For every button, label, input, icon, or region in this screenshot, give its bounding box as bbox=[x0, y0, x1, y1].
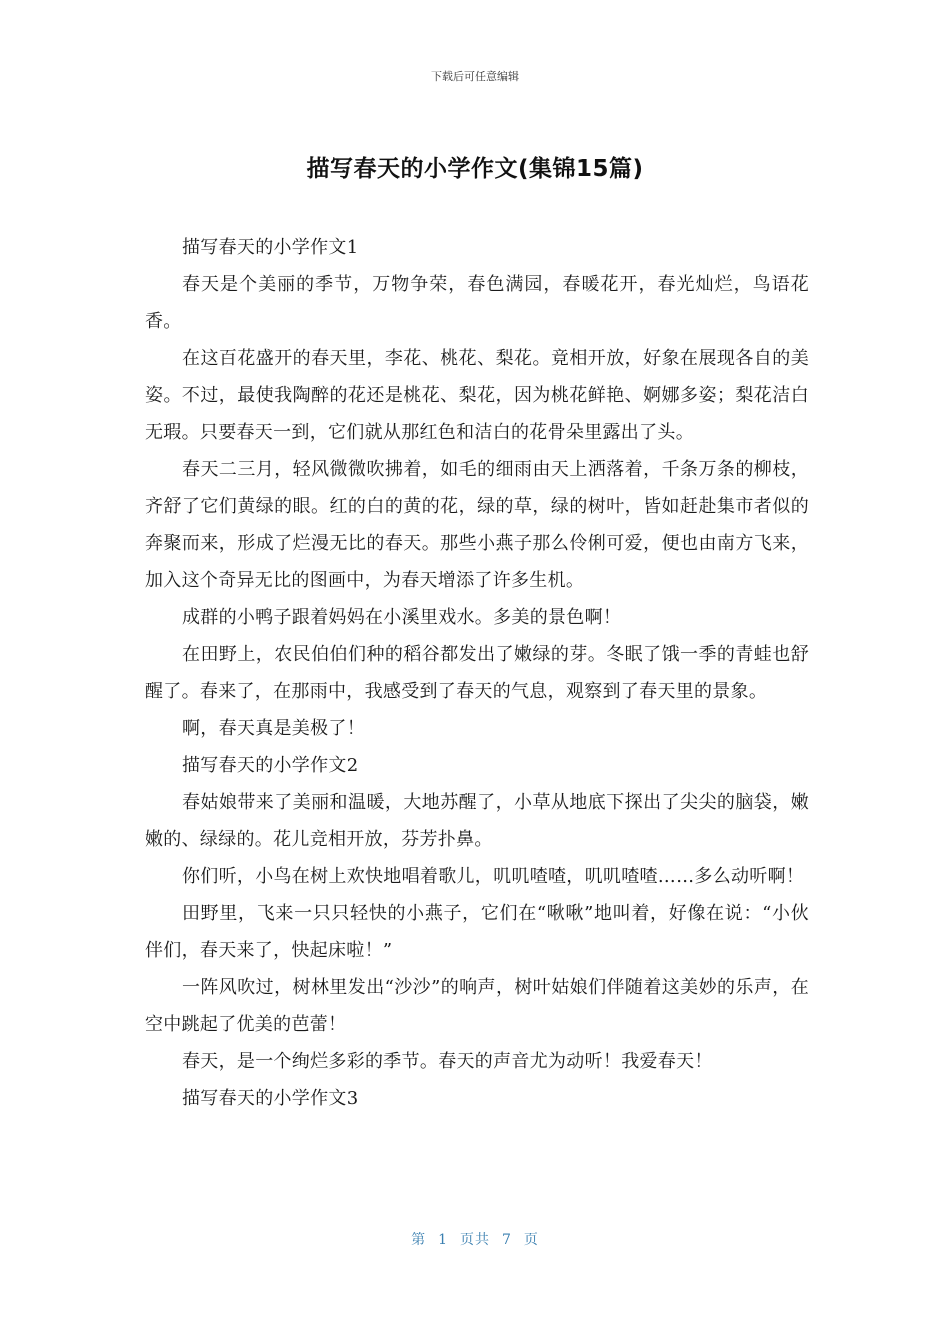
page-header-note: 下载后可任意编辑 bbox=[431, 70, 519, 83]
footer-prefix: 第 bbox=[411, 1232, 427, 1248]
paragraph: 你们听，小鸟在树上欢快地唱着歌儿，叽叽喳喳，叽叽喳喳……多么动听啊！ bbox=[182, 866, 805, 887]
paragraph: 春天，是一个绚烂多彩的季节。春天的声音尤为动听！我爱春天！ bbox=[182, 1051, 713, 1072]
paragraph: 春天二三月，轻风微微吹拂着，如毛的细雨由天上洒落着，千条万条的柳枝，齐舒了它们黄绿的眼。红的白的黄的花，绿的草，绿的树叶，皆如赶赴集市者似的奔聚而来，形成了烂漫无比的春天。那些小燕子那么伶俐可爱，便也由南方飞来，加入这个奇异无比的图画中，为春天增添了许多生机。 bbox=[145, 459, 809, 591]
footer-middle: 页共 bbox=[460, 1232, 490, 1248]
paragraph: 啊，春天真是美极了！ bbox=[182, 718, 365, 739]
paragraph: 春天是个美丽的季节，万物争荣，春色满园，春暖花开，春光灿烂，鸟语花香。 bbox=[145, 274, 809, 332]
essay-heading-2: 描写春天的小学作文2 bbox=[182, 755, 359, 776]
essay-heading-1: 描写春天的小学作文1 bbox=[182, 237, 359, 258]
paragraph: 在田野上，农民伯伯们种的稻谷都发出了嫩绿的芽。冬眠了饿一季的青蛙也舒醒了。春来了，在那雨中，我感受到了春天的气息，观察到了春天里的景象。 bbox=[145, 644, 809, 702]
document-title: 描写春天的小学作文(集锦15篇) bbox=[306, 156, 644, 182]
page-footer bbox=[0, 1229, 950, 1249]
paragraph: 成群的小鸭子跟着妈妈在小溪里戏水。多美的景色啊！ bbox=[182, 607, 622, 628]
paragraph: 春姑娘带来了美丽和温暖，大地苏醒了，小草从地底下探出了尖尖的脑袋，嫩嫩的、绿绿的。花儿竞相开放，芬芳扑鼻。 bbox=[145, 792, 809, 850]
footer-suffix: 页 bbox=[523, 1232, 539, 1248]
document-body bbox=[145, 229, 809, 1117]
essay-heading-3: 描写春天的小学作文3 bbox=[182, 1088, 359, 1109]
paragraph: 在这百花盛开的春天里，李花、桃花、梨花。竟相开放，好象在展现各自的美姿。不过，最使我陶醉的花还是桃花、梨花，因为桃花鲜艳、婀娜多姿；梨花洁白无瑕。只要春天一到，它们就从那红色和洁白的花骨朵里露出了头。 bbox=[145, 348, 809, 443]
paragraph: 田野里，飞来一只只轻快的小燕子，它们在“啾啾”地叫着，好像在说：“小伙伴们，春天来了，快起床啦！” bbox=[145, 903, 809, 961]
footer-current-page: 1 bbox=[438, 1232, 448, 1248]
paragraph: 一阵风吹过，树林里发出“沙沙”的响声，树叶姑娘们伴随着这美妙的乐声，在空中跳起了优美的芭蕾！ bbox=[145, 977, 809, 1035]
footer-total-pages: 7 bbox=[502, 1232, 512, 1248]
